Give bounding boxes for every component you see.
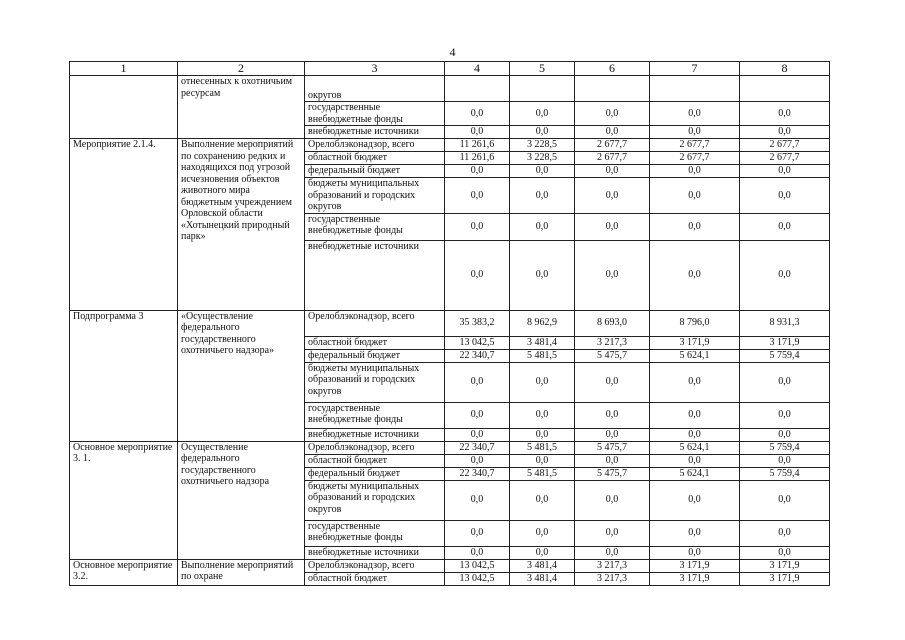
value-cell: 3 228,5	[510, 152, 575, 165]
value-cell: 0,0	[740, 480, 830, 520]
value-cell: 0,0	[575, 402, 650, 428]
value-cell: 0,0	[740, 178, 830, 214]
value-cell: 0,0	[575, 520, 650, 546]
value-cell	[740, 76, 830, 102]
funding-source-cell: бюджеты муниципальных образований и городских округов	[305, 178, 445, 214]
value-cell: 5 475,7	[575, 441, 650, 454]
item-label-cell: Мероприятие 2.1.4.	[70, 139, 178, 311]
value-cell: 3 171,9	[650, 559, 740, 572]
value-cell: 0,0	[510, 240, 575, 310]
funding-source-cell: округов	[305, 76, 445, 102]
value-cell: 3 171,9	[650, 572, 740, 585]
funding-source-cell: государственные внебюджетные фонды	[305, 102, 445, 126]
value-cell: 2 677,7	[740, 139, 830, 152]
value-cell: 0,0	[650, 428, 740, 441]
value-cell: 0,0	[575, 165, 650, 178]
value-cell: 0,0	[650, 126, 740, 139]
value-cell: 0,0	[445, 178, 510, 214]
item-name-cell: отнесенных к охотничьим ресурсам	[178, 76, 305, 139]
value-cell: 0,0	[740, 165, 830, 178]
value-cell: 3 481,4	[510, 559, 575, 572]
value-cell: 3 481,4	[510, 336, 575, 349]
value-cell: 0,0	[740, 102, 830, 126]
funding-source-cell: Орелоблэконадзор, всего	[305, 310, 445, 336]
value-cell: 8 931,3	[740, 310, 830, 336]
value-cell: 0,0	[445, 102, 510, 126]
item-label-cell: Основное мероприятие 3.2.	[70, 559, 178, 585]
header-cell: 8	[740, 62, 830, 76]
value-cell: 0,0	[740, 240, 830, 310]
funding-source-cell: государственные внебюджетные фонды	[305, 402, 445, 428]
value-cell: 5 624,1	[650, 349, 740, 362]
value-cell: 0,0	[740, 362, 830, 402]
value-cell: 3 171,9	[650, 336, 740, 349]
value-cell: 0,0	[510, 480, 575, 520]
item-name-cell: Выполнение мероприятий по охране	[178, 559, 305, 585]
value-cell: 0,0	[445, 213, 510, 240]
value-cell: 0,0	[445, 480, 510, 520]
value-cell: 0,0	[575, 480, 650, 520]
value-cell: 5 759,4	[740, 467, 830, 480]
value-cell: 5 481,5	[510, 349, 575, 362]
value-cell: 0,0	[650, 240, 740, 310]
value-cell: 3 217,3	[575, 336, 650, 349]
value-cell: 0,0	[575, 178, 650, 214]
value-cell: 0,0	[740, 428, 830, 441]
value-cell: 35 383,2	[445, 310, 510, 336]
value-cell: 0,0	[445, 454, 510, 467]
funding-source-cell: областной бюджет	[305, 454, 445, 467]
value-cell: 0,0	[445, 165, 510, 178]
value-cell: 0,0	[650, 520, 740, 546]
value-cell: 0,0	[510, 126, 575, 139]
item-name-cell: Осуществление федерального государственного охотничьего надзора	[178, 441, 305, 559]
value-cell: 8 796,0	[650, 310, 740, 336]
value-cell: 3 171,9	[740, 336, 830, 349]
value-cell: 5 759,4	[740, 349, 830, 362]
value-cell: 5 481,5	[510, 467, 575, 480]
value-cell: 22 340,7	[445, 467, 510, 480]
funding-source-cell: бюджеты муниципальных образований и городских округов	[305, 480, 445, 520]
value-cell: 0,0	[650, 102, 740, 126]
value-cell: 2 677,7	[575, 152, 650, 165]
value-cell: 3 171,9	[740, 572, 830, 585]
value-cell: 0,0	[510, 102, 575, 126]
value-cell: 2 677,7	[575, 139, 650, 152]
value-cell: 0,0	[650, 178, 740, 214]
value-cell: 2 677,7	[650, 152, 740, 165]
value-cell: 3 217,3	[575, 559, 650, 572]
value-cell: 0,0	[650, 165, 740, 178]
value-cell: 0,0	[575, 546, 650, 559]
value-cell: 0,0	[650, 454, 740, 467]
funding-source-cell: внебюджетные источники	[305, 126, 445, 139]
funding-source-cell: внебюджетные источники	[305, 240, 445, 310]
value-cell: 11 261,6	[445, 152, 510, 165]
value-cell: 5 481,5	[510, 441, 575, 454]
header-cell: 4	[445, 62, 510, 76]
value-cell: 5 759,4	[740, 441, 830, 454]
budget-table	[69, 61, 830, 586]
item-label-cell: Подпрограмма 3	[70, 310, 178, 441]
page-number: 4	[449, 45, 456, 59]
value-cell: 0,0	[445, 240, 510, 310]
table-row	[70, 559, 830, 572]
value-cell: 5 475,7	[575, 349, 650, 362]
value-cell: 0,0	[575, 428, 650, 441]
table-row	[70, 441, 830, 454]
value-cell: 0,0	[740, 454, 830, 467]
value-cell: 0,0	[445, 126, 510, 139]
value-cell: 11 261,6	[445, 139, 510, 152]
value-cell: 0,0	[445, 362, 510, 402]
funding-source-cell: федеральный бюджет	[305, 165, 445, 178]
value-cell: 0,0	[510, 213, 575, 240]
value-cell: 5 475,7	[575, 467, 650, 480]
value-cell: 0,0	[510, 428, 575, 441]
value-cell: 0,0	[740, 213, 830, 240]
value-cell: 22 340,7	[445, 349, 510, 362]
value-cell	[510, 76, 575, 102]
header-cell: 5	[510, 62, 575, 76]
value-cell: 13 042,5	[445, 336, 510, 349]
value-cell: 0,0	[740, 402, 830, 428]
header-cell: 2	[178, 62, 305, 76]
value-cell: 3 217,3	[575, 572, 650, 585]
value-cell: 0,0	[575, 240, 650, 310]
header-row	[70, 62, 830, 76]
value-cell: 5 624,1	[650, 441, 740, 454]
header-cell: 3	[305, 62, 445, 76]
value-cell: 0,0	[575, 454, 650, 467]
value-cell: 0,0	[445, 546, 510, 559]
value-cell: 0,0	[510, 402, 575, 428]
value-cell: 2 677,7	[650, 139, 740, 152]
value-cell: 22 340,7	[445, 441, 510, 454]
value-cell: 0,0	[575, 362, 650, 402]
value-cell: 0,0	[510, 178, 575, 214]
funding-source-cell: бюджеты муниципальных образований и городских округов	[305, 362, 445, 402]
value-cell: 0,0	[575, 102, 650, 126]
value-cell: 0,0	[740, 520, 830, 546]
item-label-cell	[70, 76, 178, 139]
header-cell: 1	[70, 62, 178, 76]
funding-source-cell: внебюджетные источники	[305, 428, 445, 441]
funding-source-cell: государственные внебюджетные фонды	[305, 520, 445, 546]
value-cell: 0,0	[650, 213, 740, 240]
value-cell: 0,0	[650, 546, 740, 559]
value-cell: 0,0	[510, 520, 575, 546]
value-cell: 0,0	[650, 362, 740, 402]
funding-source-cell: областной бюджет	[305, 336, 445, 349]
value-cell: 0,0	[575, 213, 650, 240]
value-cell: 0,0	[650, 402, 740, 428]
value-cell: 0,0	[740, 546, 830, 559]
funding-source-cell: Орелоблэконадзор, всего	[305, 139, 445, 152]
value-cell: 3 481,4	[510, 572, 575, 585]
funding-source-cell: внебюджетные источники	[305, 546, 445, 559]
value-cell: 5 624,1	[650, 467, 740, 480]
value-cell: 0,0	[650, 480, 740, 520]
value-cell: 0,0	[510, 454, 575, 467]
funding-source-cell: федеральный бюджет	[305, 467, 445, 480]
value-cell	[575, 76, 650, 102]
header-cell: 6	[575, 62, 650, 76]
funding-source-cell: областной бюджет	[305, 572, 445, 585]
table-row	[70, 76, 830, 102]
value-cell: 0,0	[510, 165, 575, 178]
value-cell: 0,0	[445, 402, 510, 428]
value-cell: 0,0	[740, 126, 830, 139]
funding-source-cell: Орелоблэконадзор, всего	[305, 441, 445, 454]
header-cell: 7	[650, 62, 740, 76]
value-cell: 0,0	[510, 362, 575, 402]
funding-source-cell: Орелоблэконадзор, всего	[305, 559, 445, 572]
item-name-cell: Выполнение мероприятий по сохранению редких и находящихся под угрозой исчезновения объектов животного мира бюджетным учреждением Орловской области «Хотынецкий природный парк»	[178, 139, 305, 311]
item-label-cell: Основное мероприятие 3. 1.	[70, 441, 178, 559]
value-cell: 2 677,7	[740, 152, 830, 165]
value-cell: 8 962,9	[510, 310, 575, 336]
value-cell: 3 228,5	[510, 139, 575, 152]
value-cell: 0,0	[510, 546, 575, 559]
value-cell: 8 693,0	[575, 310, 650, 336]
value-cell: 0,0	[575, 126, 650, 139]
value-cell	[650, 76, 740, 102]
table-row	[70, 139, 830, 152]
value-cell: 0,0	[445, 428, 510, 441]
funding-source-cell: государственные внебюджетные фонды	[305, 213, 445, 240]
value-cell: 13 042,5	[445, 559, 510, 572]
value-cell: 0,0	[445, 520, 510, 546]
funding-source-cell: федеральный бюджет	[305, 349, 445, 362]
value-cell: 3 171,9	[740, 559, 830, 572]
value-cell	[445, 76, 510, 102]
funding-source-cell: областной бюджет	[305, 152, 445, 165]
table-row	[70, 310, 830, 336]
value-cell: 13 042,5	[445, 572, 510, 585]
item-name-cell: «Осуществление федерального государственного охотничьего надзора»	[178, 310, 305, 441]
